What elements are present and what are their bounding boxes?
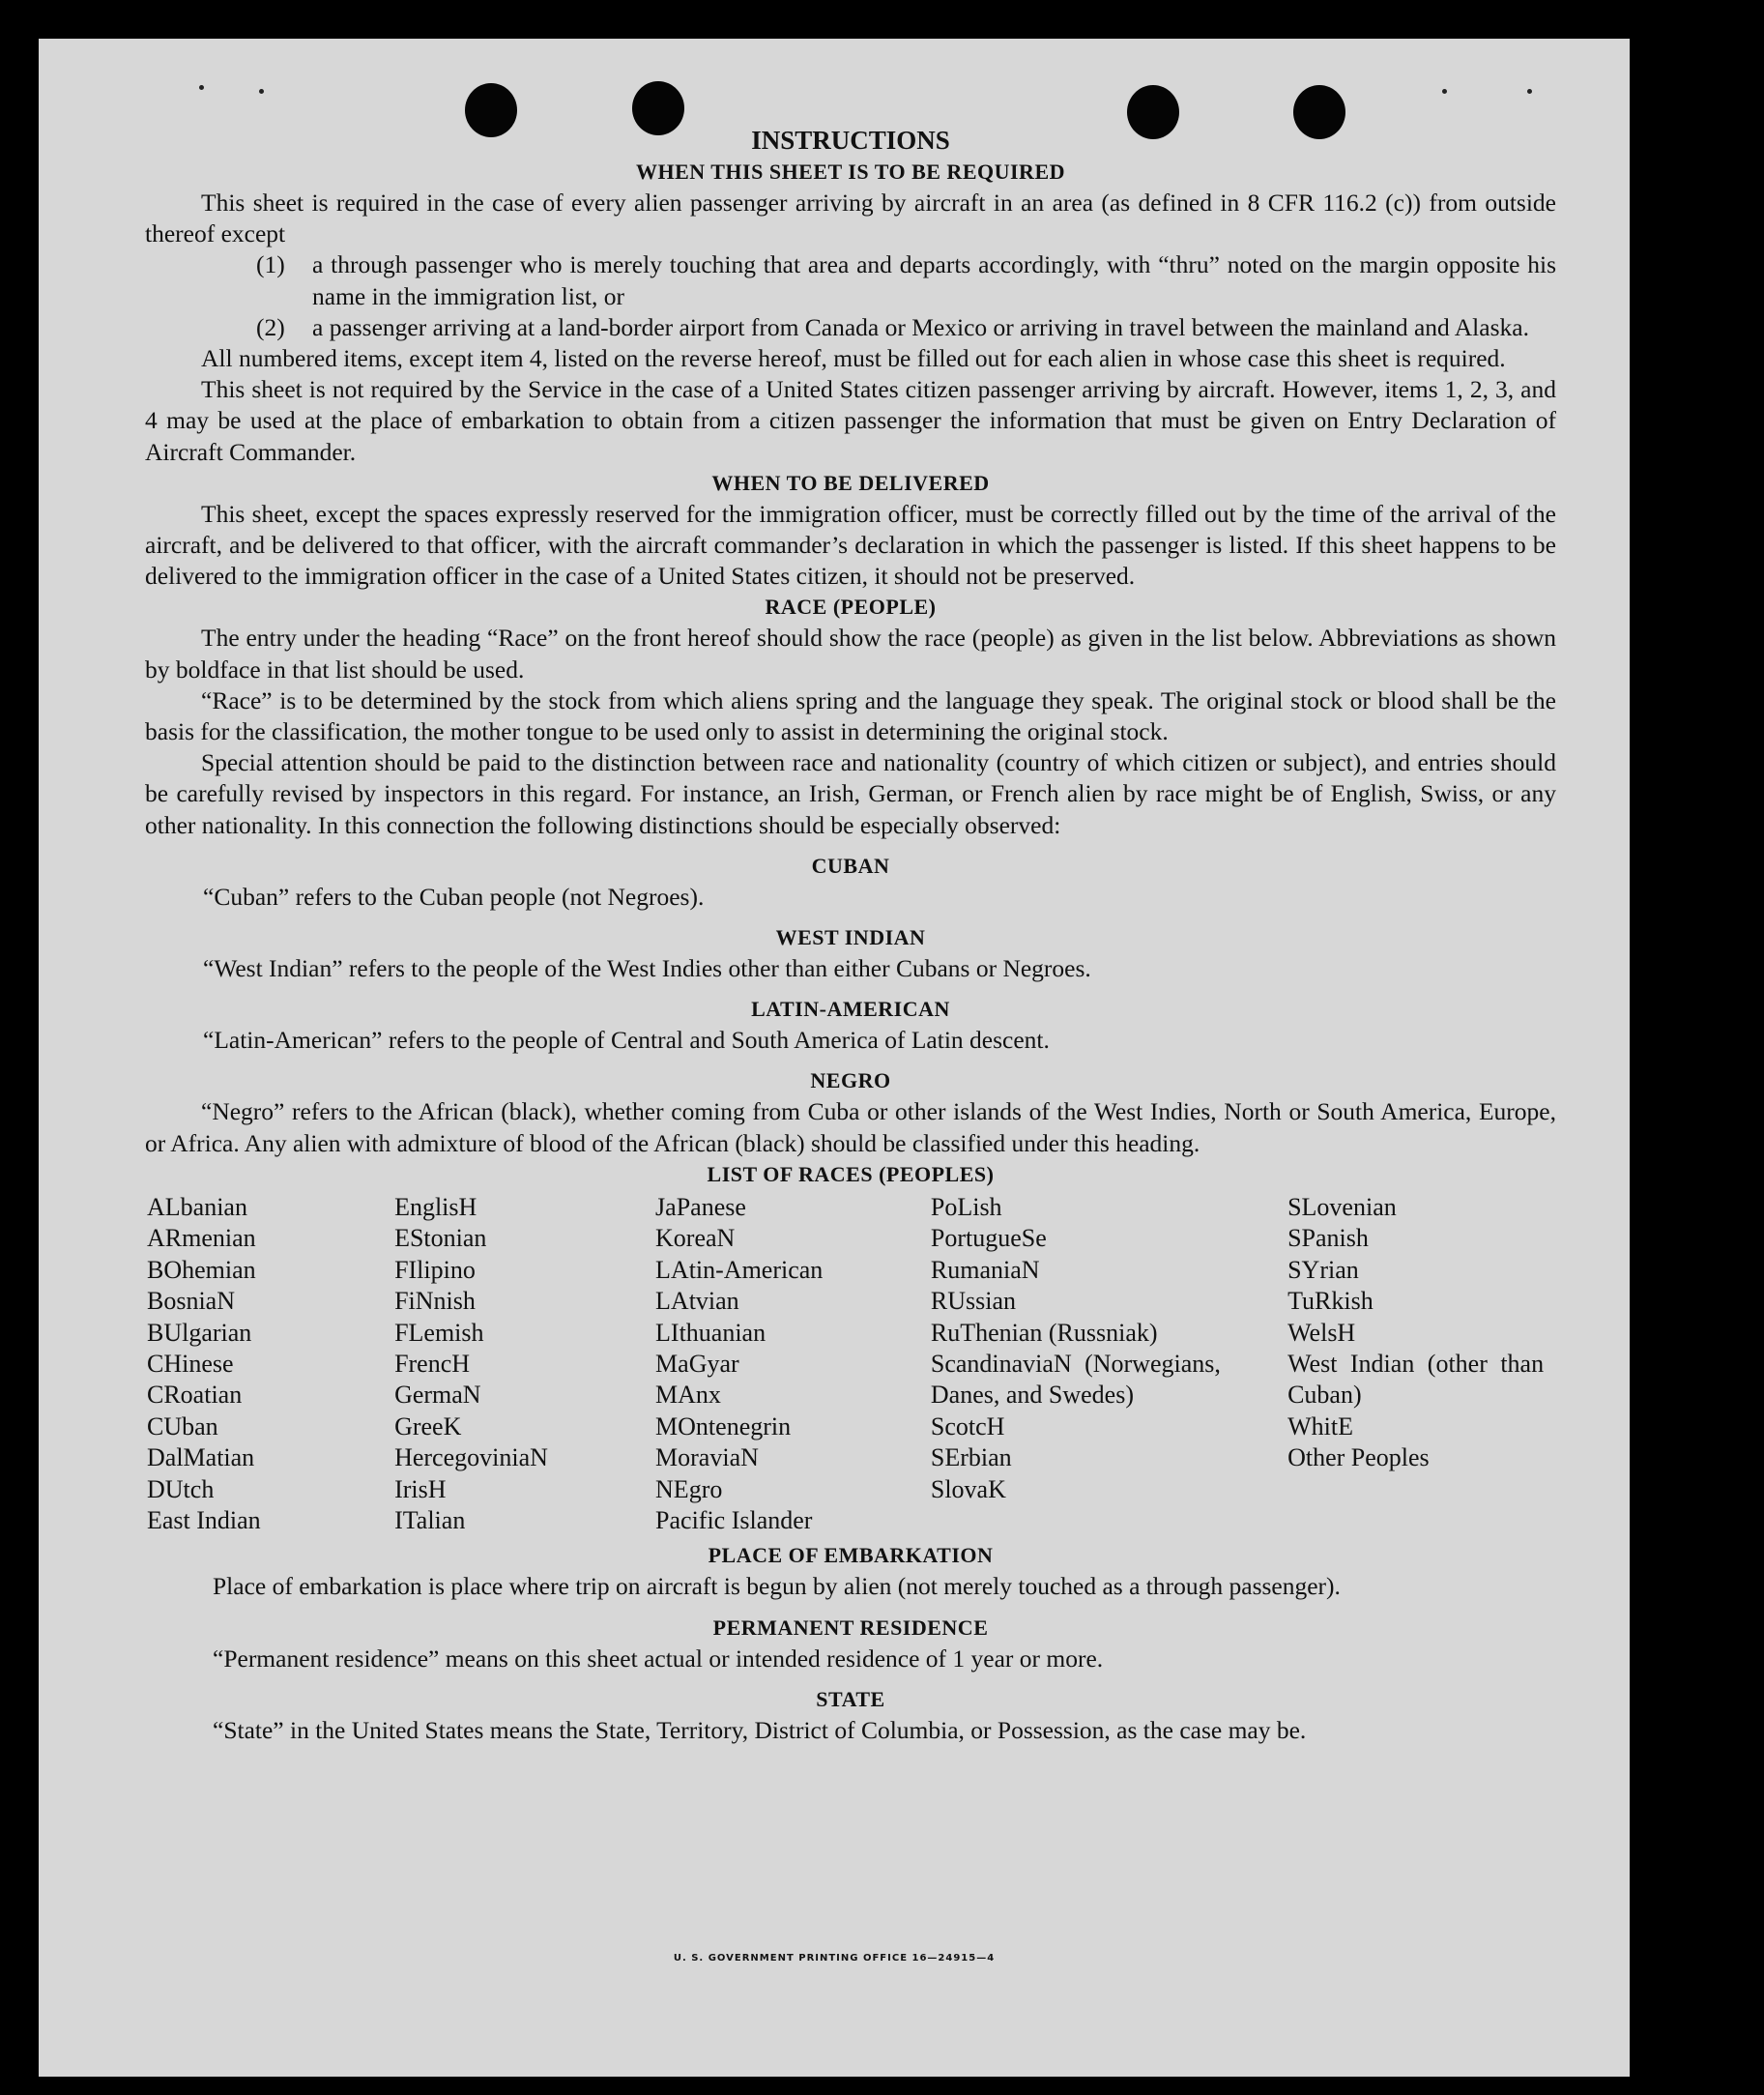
heading-west-indian: WEST INDIAN [775,925,926,950]
race-entry: GreeK [394,1411,462,1440]
race-entry: ScotcH [930,1411,1005,1440]
race-entry: Other Peoples [1287,1443,1430,1472]
race-entry: NEgro [655,1474,723,1503]
race-entry: RumaniaN [930,1255,1040,1284]
race-entry: BUlgarian [147,1318,252,1347]
race-entry: WelsH [1287,1318,1356,1347]
race-entry: FiNnish [394,1287,476,1316]
race-entry: East Indian [147,1505,261,1534]
race-column [394,1192,655,1536]
race-list [145,1192,1556,1536]
race-entry: CHinese [147,1349,234,1378]
definition-west-indian: “West Indian” refers to the people of the West Indies other than either Cubans or Negroes. [203,954,1091,983]
exception-number: (1) [256,250,285,279]
race-entry: PoLish [930,1192,1002,1221]
exception-number: (2) [256,312,285,341]
definition-negro: “Negro” refers to the African (black), whether coming from Cuba or other islands of the West Indies, North or South America, Europe, or Africa. Any alien with admixture of blood of the African (black) should be classified under this heading. [145,1097,1556,1157]
heading-when-delivered: WHEN TO BE DELIVERED [711,470,990,495]
para-citizen: This sheet is not required by the Service in the case of a United States citizen passenger arriving by aircraft. However, items 1, 2, 3, and 4 may be used at the place of embarkation to obtain from a citizen passenger the information that must be given on Entry Declaration of Aircraft Commander. [145,375,1556,466]
para-delivery: This sheet, except the spaces expressly reserved for the immigration officer, must be correctly filled out by the time of the arrival of the aircraft, and be delivered to that officer, with the aircraft commander’s declaration in which the passenger is listed. If this sheet happens to be delivered to the immigration officer in the case of a United States citizen, it should not be preserved. [145,499,1556,591]
heading-embarkation: PLACE OF EMBARKATION [708,1543,994,1568]
race-entry: ScandinaviaN (Norwegians, Danes, and Swedes) [930,1349,1221,1410]
race-entry: MoraviaN [655,1443,759,1472]
heading-state: STATE [816,1686,885,1711]
race-entry: GermaN [394,1381,481,1410]
race-entry: CRoatian [147,1381,243,1410]
race-entry: EnglisH [394,1192,477,1221]
race-column [1287,1192,1556,1536]
race-entry: ARmenian [147,1224,256,1253]
race-entry: RuThenian (Russniak) [930,1318,1158,1347]
exception-text: a passenger arriving at a land-border airport from Canada or Mexico or arriving in travel between the mainland and Alaska. [312,312,1529,341]
race-entry: DalMatian [147,1443,255,1472]
race-entry: ITalian [394,1505,466,1534]
definition-state: “State” in the United States means the State, Territory, District of Columbia, or Possession, as the case may be. [213,1715,1307,1744]
para-race-nationality: Special attention should be paid to the distinction between race and nationality (country of which citizen or subject), and entries should be carefully revised by inspectors in this regard. For instance, an Irish, German, or French alien by race might be of English, Swiss, or any other nationality. In this connection the following distinctions should be especially observed: [145,748,1556,839]
race-entry: LIthuanian [655,1318,766,1347]
heading-race: RACE (PEOPLE) [765,595,937,620]
race-entry: SErbian [930,1443,1012,1472]
race-entry: BosniaN [147,1287,235,1316]
page-title: INSTRUCTIONS [751,126,950,155]
race-entry: FrencH [394,1349,471,1378]
dust-speck [1442,89,1447,94]
race-entry: LAtvian [655,1287,739,1316]
exception-item [145,312,1556,343]
race-entry: SlovaK [930,1474,1006,1503]
race-entry: JaPanese [655,1192,746,1221]
heading-cuban: CUBAN [811,853,890,878]
dust-speck [259,89,264,94]
form-sheet [39,39,1630,2077]
heading-residence: PERMANENT RESIDENCE [712,1615,989,1640]
race-entry: FLemish [394,1318,484,1347]
race-entry: MOntenegrin [655,1411,792,1440]
race-column [655,1192,931,1536]
definition-residence: “Permanent residence” means on this sheet actual or intended residence of 1 year or more. [213,1644,1104,1673]
definition-cuban: “Cuban” refers to the Cuban people (not Negroes). [203,882,705,911]
para-numbered-items: All numbered items, except item 4, listed on the reverse hereof, must be filled out for each alien in whose case this sheet is required. [201,344,1506,373]
definition-latin-american: “Latin-American” refers to the people of Central and South America of Latin descent. [203,1026,1050,1055]
race-entry: Pacific Islander [655,1505,813,1534]
heading-latin-american: LATIN-AMERICAN [751,997,950,1022]
heading-negro: NEGRO [810,1068,891,1093]
race-entry: MaGyar [655,1349,739,1378]
race-entry: TuRkish [1287,1287,1374,1316]
printer-imprint: U. S. GOVERNMENT PRINTING OFFICE 16—24915—4 [673,1953,996,1964]
race-entry: EStonian [394,1224,487,1253]
race-entry: SYrian [1287,1255,1359,1284]
race-column [931,1192,1287,1536]
race-entry: ALbanian [147,1192,247,1221]
heading-race-list: LIST OF RACES (PEOPLES) [707,1161,995,1186]
race-entry: BOhemian [147,1255,256,1284]
para-race-entry: The entry under the heading “Race” on the front hereof should show the race (people) as given in the list below. Abbreviations as shown by boldface in that list should be used. [145,624,1556,684]
race-entry: SPanish [1287,1224,1369,1253]
exception-text: a through passenger who is merely touching that area and departs accordingly, with “thru” noted on the margin opposite his name in the immigration list, or [312,250,1556,310]
dust-speck [1527,89,1532,94]
race-entry: PortugueSe [930,1224,1047,1253]
race-entry: RUssian [930,1287,1016,1316]
dust-speck [199,85,204,90]
race-entry: IrisH [394,1474,447,1503]
para-race-definition: “Race” is to be determined by the stock from which aliens spring and the language they speak. The original stock or blood shall be the basis for the classification, the mother tongue to be used only to assist in determining the original stock. [145,685,1556,746]
race-entry: SLovenian [1287,1192,1397,1221]
race-entry: MAnx [655,1381,721,1410]
race-entry: HercegoviniaN [394,1443,548,1472]
race-entry: FIlipino [394,1255,476,1284]
race-entry: West Indian (other than Cuban) [1287,1349,1545,1410]
race-entry: KoreaN [655,1224,736,1253]
para-requirement: This sheet is required in the case of every alien passenger arriving by aircraft in an area (as defined in 8 CFR 116.2 (c)) from outside thereof except [145,189,1556,248]
race-column [145,1192,394,1536]
heading-when-required: WHEN THIS SHEET IS TO BE REQUIRED [635,160,1066,184]
exception-item [145,249,1556,311]
race-entry: DUtch [147,1474,215,1503]
race-entry: CUban [147,1411,218,1440]
race-entry: LAtin-American [655,1255,824,1284]
instructions-body [145,124,1556,1746]
race-entry: WhitE [1287,1411,1353,1440]
definition-embarkation: Place of embarkation is place where trip on aircraft is begun by alien (not merely touched as a through passenger). [213,1572,1341,1601]
